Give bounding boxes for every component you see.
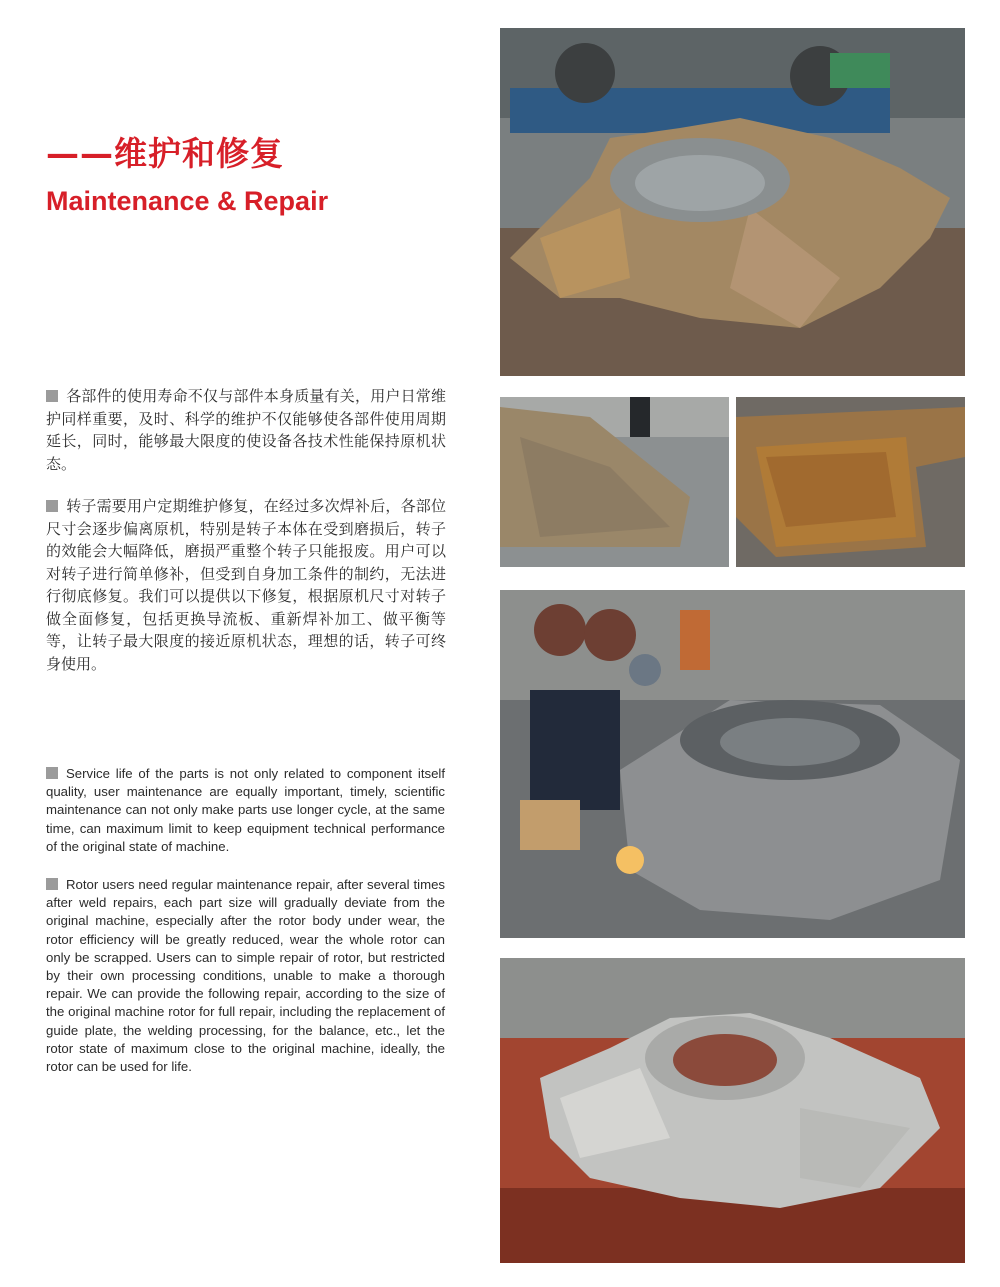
en-paragraph-2-text: Rotor users need regular maintenance repair, after several times after weld repairs, each part size will gradually deviate from the original machine, especially after the rotor body under wear, the rotor efficiency will be greatly reduced, wear the whole rotor can only be scrapped. Users can to simple repair of rotor, but restricted by their own processing conditions, unable to make a thorough repair. We can provide the following repair, according to the size of the original machine rotor for full repair, including the replacement of guide plate, the welding processing, for the balance, etc., let the rotor state of maximum close to the original machine, ideally, the rotor can be used for life. [46,877,445,1075]
photo-rusty-blade [736,397,965,567]
photo-worn-rotor [500,28,965,376]
bullet-square-icon [46,767,58,779]
zh-paragraph-1 [46,385,446,475]
bullet-square-icon [46,878,58,890]
photo-worn-blade [500,397,729,567]
zh-paragraph-2-text: 转子需要用户定期维护修复，在经过多次焊补后，各部位尺寸会逐步偏离原机，特别是转子本体在受到磨损后，转子的效能会大幅降低，磨损严重整个转子只能报废。用户可以对转子进行简单修补，但受到自身加工条件的制约，无法进行彻底修复。我们可以提供以下修复，根据原机尺寸对转子做全面修复，包括更换导流板、重新焊补加工、做平衡等等，让转子最大限度的接近原机状态，理想的话，转子可终身使用。 [46,497,446,673]
en-paragraph-1-text: Service life of the parts is not only related to component itself quality, user maintenance are equally important, timely, scientific maintenance can not only make parts use longer cycle, at the same time, can maximum limit to keep equipment technical performance of the original state of machine. [46,766,445,854]
photo-worker-repair [500,590,965,938]
photo-repaired-rotor [500,958,965,1263]
zh-paragraph-2 [46,495,446,675]
page-title-zh: ——维护和修复 [46,134,284,173]
zh-paragraph-1-text: 各部件的使用寿命不仅与部件本身质量有关，用户日常维护同样重要，及时、科学的维护不仅能够使各部件使用周期延长，同时，能够最大限度的使设备各技术性能保持原机状态。 [46,387,446,473]
bullet-square-icon [46,500,58,512]
en-paragraph-2 [46,876,445,1076]
bullet-square-icon [46,390,58,402]
en-paragraph-1 [46,765,445,856]
page-title-en: Maintenance & Repair [46,186,329,216]
